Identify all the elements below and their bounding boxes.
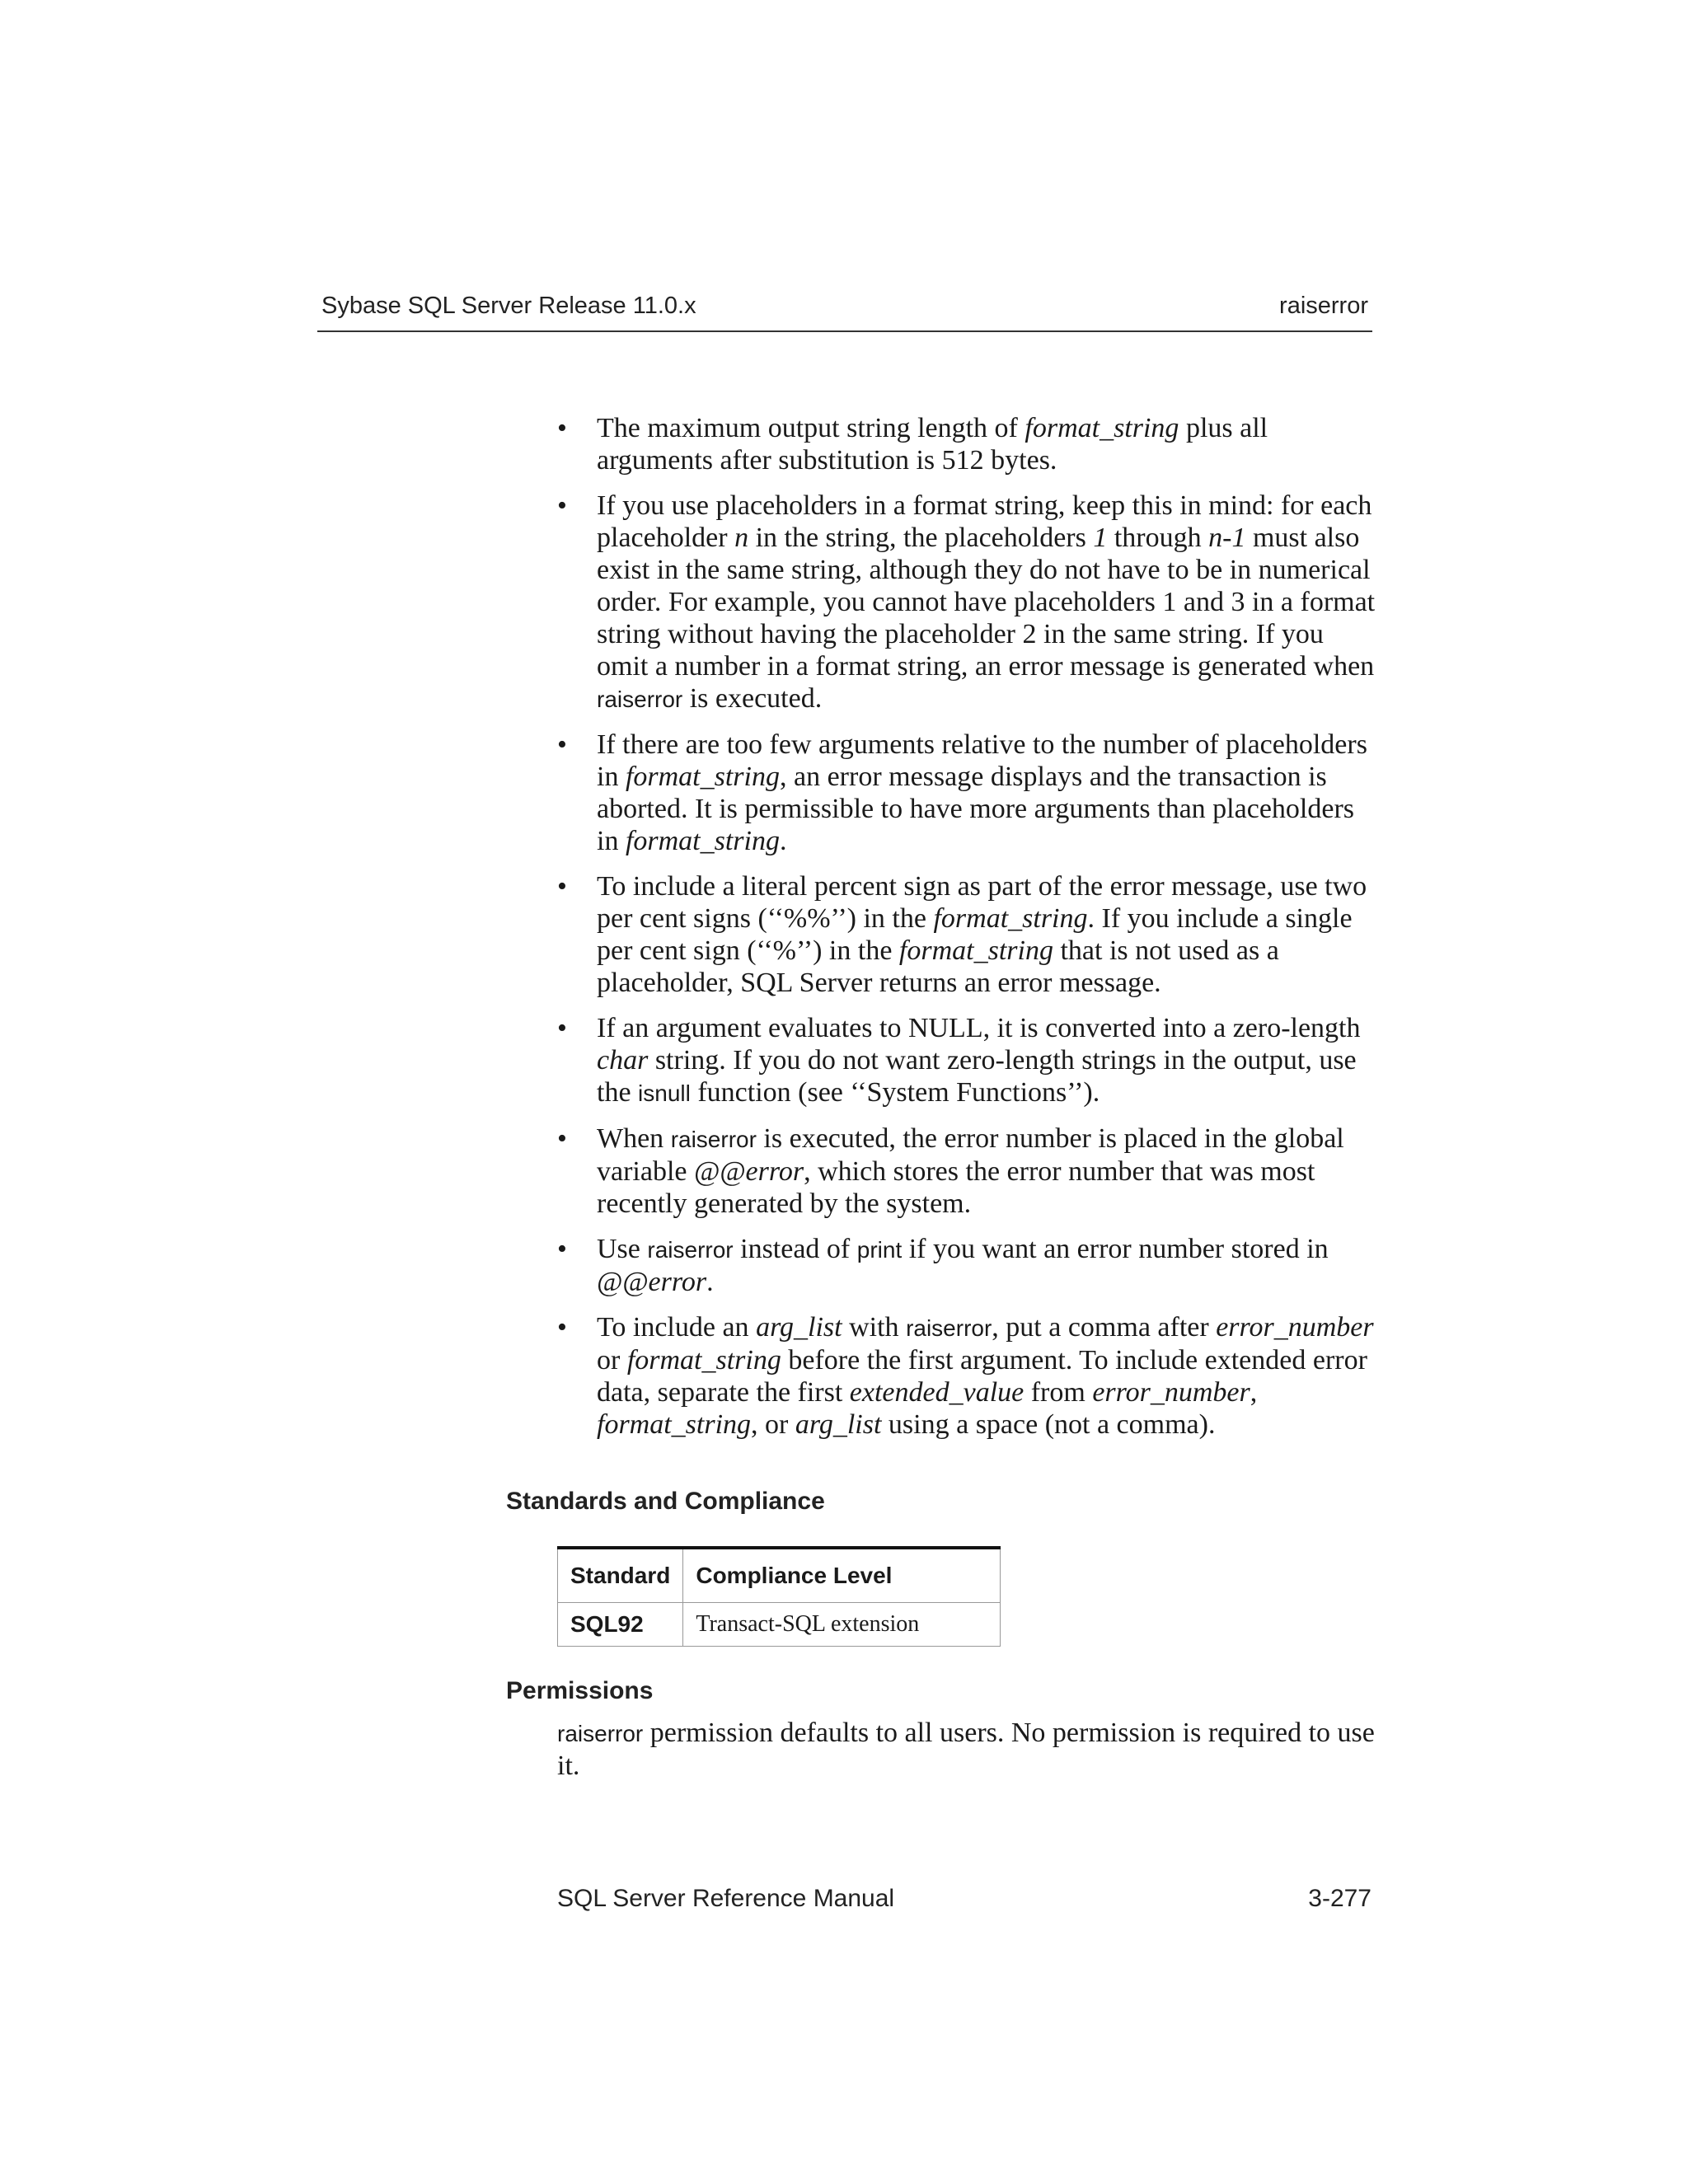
bullet-icon: • <box>557 1013 567 1043</box>
usage-notes-list <box>557 412 1381 1454</box>
bullet-icon: • <box>557 729 567 760</box>
header-title: Sybase SQL Server Release 11.0.x <box>321 293 696 319</box>
bullet-icon: • <box>557 1312 567 1343</box>
bullet-icon: • <box>557 1123 567 1154</box>
permissions-text: raiserror permission defaults to all users. No permission is required to use it. <box>557 1718 1375 1781</box>
list-item: • When raiserror is executed, the error number is placed in the global variable @@error, which stores the error number that was most recently generated by the system. <box>557 1123 1344 1219</box>
list-item: • If an argument evaluates to NULL, it is converted into a zero-length char string. If you do not want zero-length strings in the output, use the isnull function (see ‘‘System Functions’’). <box>557 1013 1361 1108</box>
header-topic: raiserror <box>1279 293 1368 319</box>
list-item: • The maximum output string length of format_string plus all arguments after substitution is 512 bytes. <box>557 413 1268 476</box>
list-item: • If you use placeholders in a format string, keep this in mind: for each placeholder n in the string, the placeholders 1 through n-1 must also exist in the same string, although they do not have to be in numerical order. For example, you cannot have placeholders 1 and 3 in a format string without having the placeholder 2 in the same string. If you omit a number in a format string, an error message is generated when raiserror is executed. <box>557 490 1376 714</box>
bullet-icon: • <box>557 413 567 443</box>
table-row <box>558 1603 1001 1647</box>
list-item: • If there are too few arguments relative to the number of placeholders in format_string, an error message displays and the transaction is aborted. It is permissible to have more arguments than placeholders in format_string. <box>557 729 1367 856</box>
standard-cell: SQL92 <box>558 1603 683 1647</box>
bullet-icon: • <box>557 490 567 521</box>
column-header-compliance-level: Compliance Level <box>683 1548 1001 1603</box>
bullet-icon: • <box>557 1234 567 1264</box>
running-header <box>317 293 1372 332</box>
list-item: • To include an arg_list with raiserror, put a comma after error_number or format_string before the first argument. To include extended error data, separate the first extended_value from error_number, format_string, or arg_list using a space (not a comma). <box>557 1312 1374 1440</box>
standards-heading: Standards and Compliance <box>506 1488 825 1515</box>
table-header-row <box>558 1548 1001 1603</box>
column-header-standard: Standard <box>558 1548 683 1603</box>
permissions-heading: Permissions <box>506 1677 654 1704</box>
footer-manual-title: SQL Server Reference Manual <box>557 1885 895 1912</box>
list-item: • Use raiserror instead of print if you want an error number stored in @@error. <box>557 1234 1329 1297</box>
list-item: • To include a literal percent sign as part of the error message, use two per cent signs (‘‘%%’’) in the format_string. If you include a single per cent sign (‘‘%’’) in the format_string that is not used as a placeholder, SQL Server returns an error message. <box>557 871 1367 998</box>
bullet-icon: • <box>557 871 567 902</box>
compliance-table <box>557 1546 1001 1647</box>
page-number: 3-277 <box>1308 1885 1372 1912</box>
compliance-level-cell: Transact-SQL extension <box>683 1603 1001 1647</box>
running-footer <box>557 1885 1372 1918</box>
